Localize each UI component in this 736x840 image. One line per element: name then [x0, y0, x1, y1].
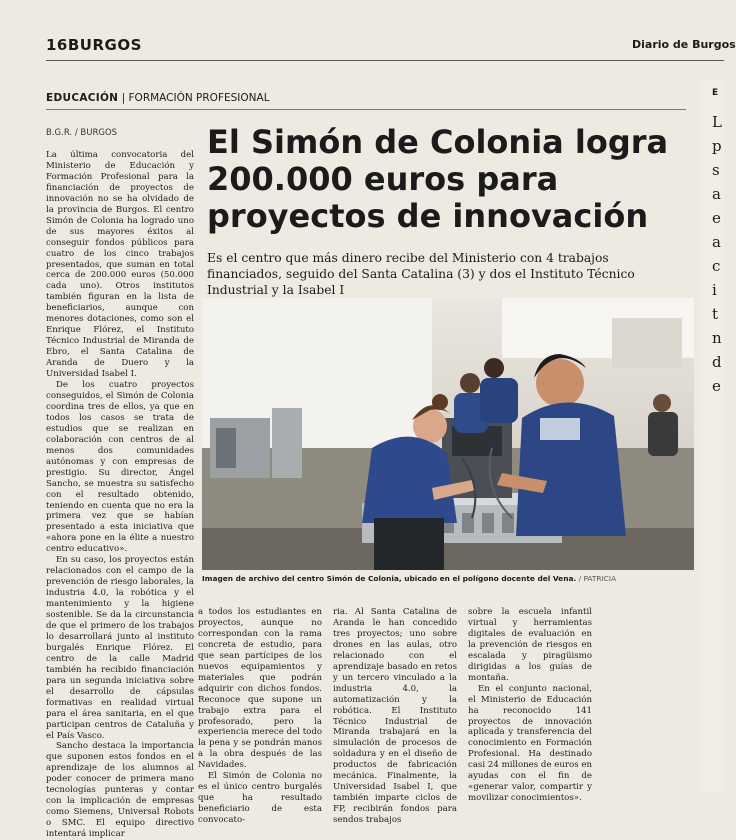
- header-rule: [46, 60, 724, 61]
- workshop-photo-illustration: [202, 298, 694, 570]
- paragraph: De los cuatro proyectos conseguidos, el Simón de Colonia coordina tres de ellos, ya que en todos los casos se trata de estudios que se realizan en colaboración con centros de al menos dos comunidades autónomas y con empresas de prestigio. Su director, Ángel Sancho, se muestra su satisfecho con el resultado obtenido, teniendo en cuenta que no era la primera vez que se habían presentado a esta iniciativa que «ahora pone en la élite a nuestro centro educativo».: [46, 380, 194, 555]
- headline: El Simón de Colonia logra 200.000 euros para proyectos de innovación: [207, 123, 669, 235]
- body-column-3: [333, 607, 457, 826]
- section-rule: [46, 109, 686, 110]
- paragraph: ria. Al Santa Catalina de Aranda le han concedido tres proyectos; uno sobre drones en las aulas, otro relacionado con el aprendizaje basado en retos y un tercero vinculado a la industria 4.0, la automatización y la robótica. El Instituto Técnico Industrial de Miranda trabajará en la simulación de procesos de soldadura y en el diseño de productos de fabricación mecánica. Finalmente, la Universidad Isabel I, que también imparte ciclos de FP, recibirán fondos para sendos trabajos: [333, 607, 457, 826]
- adjacent-letter: i: [712, 281, 717, 299]
- paragraph: a todos los estudiantes en proyectos, aunque no correspondan con la rama concreta de estudio, para que sean partícipes de los nuevos equipamientos y materiales que podrán adquirir con dichos fondos. Reconoce que supone un trabajo extra para el profesorado, pero la experiencia merece del todo la pena y se pondrán manos a la obra después de las Navidades.: [198, 607, 322, 771]
- body-column-4: [468, 607, 592, 804]
- section-sub: FORMACIÓN PROFESIONAL: [128, 92, 270, 104]
- caption-credit: / PATRICIA: [578, 574, 617, 583]
- adjacent-letter: t: [712, 305, 719, 323]
- page-number: 16BURGOS: [46, 36, 142, 54]
- adjacent-letter: e: [712, 377, 721, 395]
- paragraph: La última convocatoria del Ministerio de Educación y Formación Profesional para la financiación de proyectos de innovación no se ha olvidado de la provincia de Burgos. El centro Simón de Colonia ha logrado uno de sus mayores éxitos al conseguir fondos públicos para cuatro de los cinco trabajos presentados, que suman en total cerca de 200.000 euros (50.000 cada uno). Otros institutos también figuran en la lista de beneficiarios, aunque con menores dotaciones, como son el Enrique Flórez, el Instituto Técnico Industrial de Miranda de Ebro, el Santa Catalina de Aranda de Duero y la Universidad Isabel I.: [46, 150, 194, 380]
- article-photo: [202, 298, 694, 570]
- adjacent-letter: p: [712, 137, 722, 155]
- newspaper-name: Diario de Burgos: [632, 38, 736, 51]
- adjacent-letter: L: [712, 113, 722, 131]
- adjacent-letter: s: [712, 161, 720, 179]
- paragraph: En su caso, los proyectos están relacionados con el campo de la prevención de riesgo laborales, la industria 4.0, la robótica y el mantenimiento y la higiene sostenible. Se da la circunstancia de que el primero de los trabajos lo desarrollará junto al instituto burgalés Enrique Flórez. El centro de la calle Madrid también ha recibido financiación para un segunda iniciativa sobre el desarrollo de cápsulas formativas en realidad virtual para el área sanitaria, en el que participan centros de Cataluña y el País Vasco.: [46, 555, 194, 741]
- paragraph: sobre la escuela infantil virtual y herramientas digitales de evaluación en la prevención de riesgos en escalada y piragüismo dirigidas a los guías de montaña.: [468, 607, 592, 683]
- adjacent-letter: d: [712, 353, 722, 371]
- body-column-1: [46, 150, 194, 840]
- byline: B.G.R. / BURGOS: [46, 128, 118, 138]
- adjacent-letter: a: [712, 185, 721, 203]
- paragraph: Sancho destaca la importancia que suponen estos fondos en el aprendizaje de los alumnos al poder conocer de primera mano tecnologías punteras y contar con la implicación de empresas como Siemens, Universal Robots o SMC. El equipo directivo intentará implicar: [46, 741, 194, 840]
- caption-text: Imagen de archivo del centro Simón de Colonia, ubicado en el polígono docente del Vena.: [202, 574, 577, 583]
- section-divider: |: [121, 92, 129, 104]
- subheadline: Es el centro que más dinero recibe del Ministerio con 4 trabajos financiados, seguido del Santa Catalina (3) y dos el Instituto Técnico Industrial y la Isabel I: [207, 251, 635, 297]
- adjacent-section-initial: E: [712, 88, 719, 98]
- photo-caption: [202, 574, 694, 583]
- section-main: EDUCACIÓN: [46, 92, 119, 104]
- adjacent-letters: [712, 110, 724, 398]
- adjacent-letter: n: [712, 329, 722, 347]
- adjacent-letter: a: [712, 233, 721, 251]
- adjacent-letter: c: [712, 257, 721, 275]
- paragraph: En el conjunto nacional, el Ministerio de Educación ha reconocido 141 proyectos de innovación aplicada y transferencia del conocimiento en Formación Profesional. Ha destinado casi 24 millones de euros en ayudas con el fin de «generar valor, compartir y movilizar conocimientos».: [468, 683, 592, 804]
- section-label: [46, 92, 270, 104]
- body-column-2: [198, 607, 322, 826]
- paragraph: El Simón de Colonia no es el único centro burgalés que ha resultado beneficiario de esta convocato-: [198, 771, 322, 826]
- adjacent-letter: e: [712, 209, 721, 227]
